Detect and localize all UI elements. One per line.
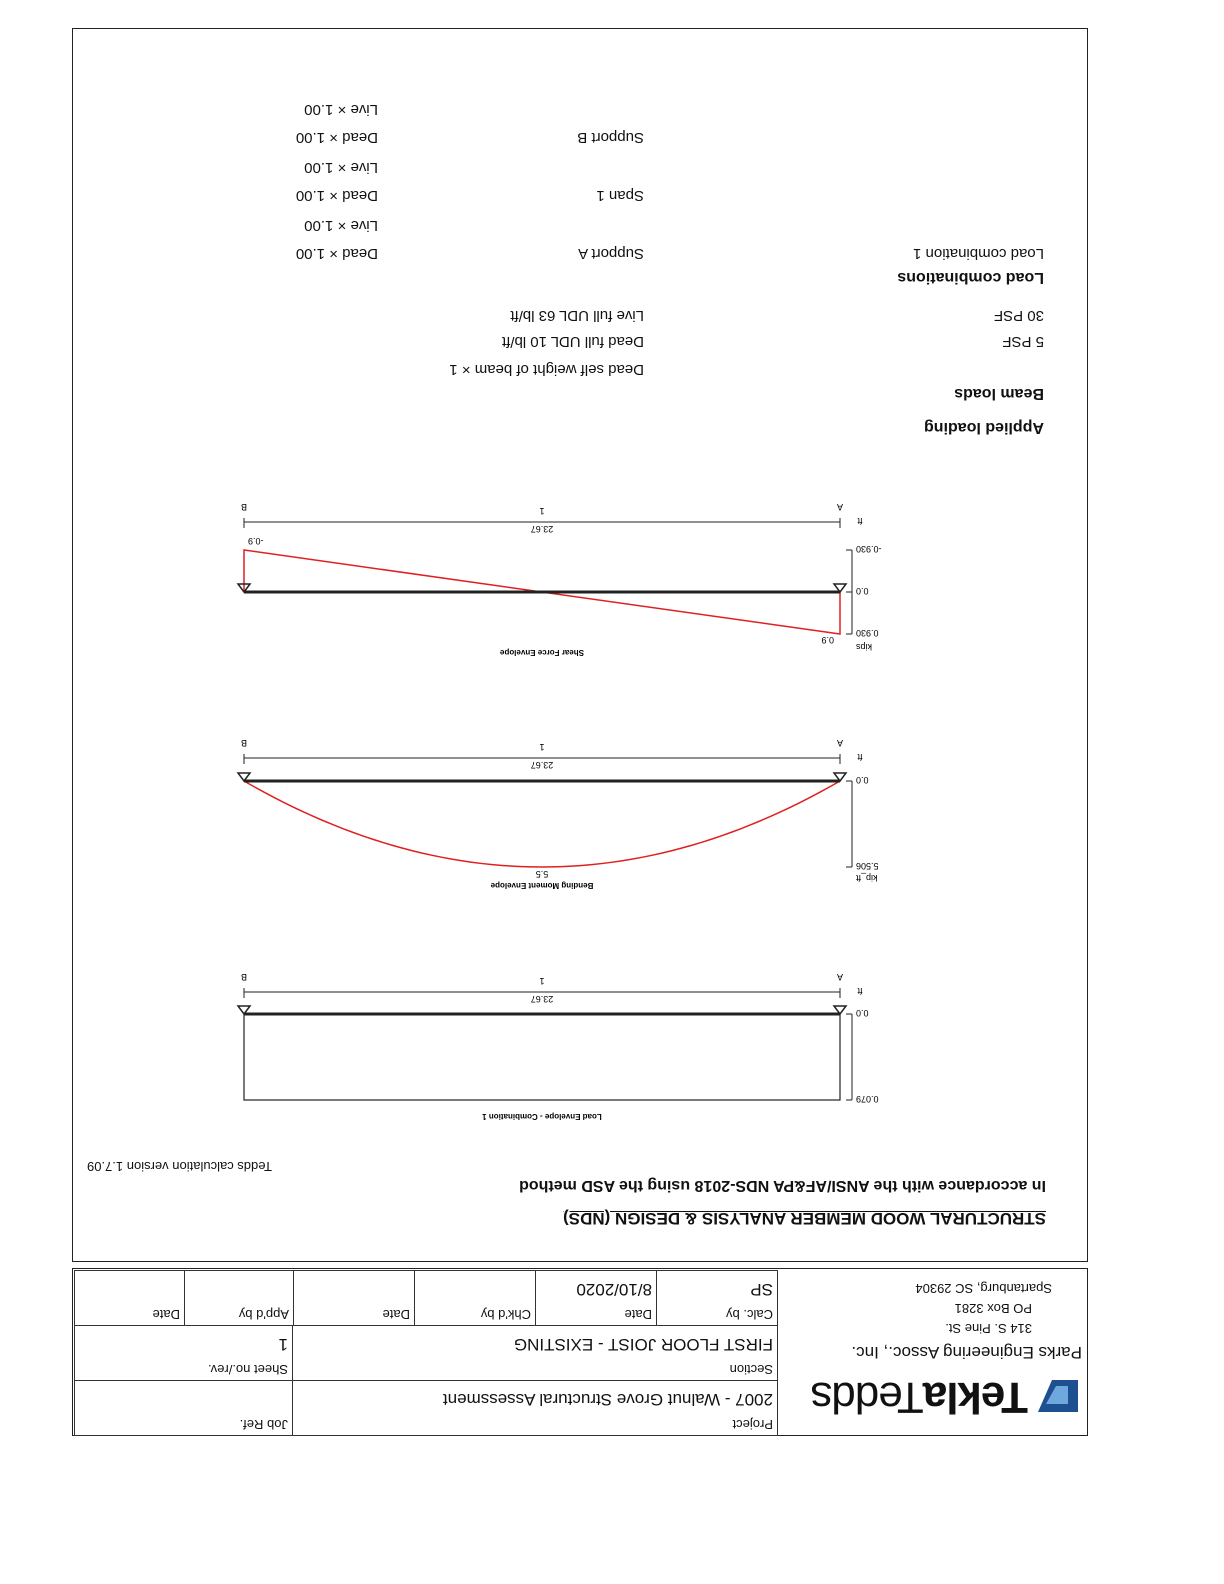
section-value: FIRST FLOOR JOIST - EXISTING	[513, 1335, 773, 1354]
calc-by-value: SP	[750, 1280, 773, 1299]
chart-2-tick-label-max: 5.506	[856, 861, 879, 871]
chart-3-start-label: 0.9	[821, 635, 834, 645]
chart-1-span-length-label: 23.67	[530, 994, 554, 1004]
logo-brand: Tekla	[923, 1373, 1028, 1422]
date-2-label: Date	[382, 1307, 410, 1322]
chart-1-title: Load Envelope - Combination 1	[482, 1112, 602, 1121]
chart-2-title: Bending Moment Envelope	[490, 881, 594, 890]
appd-by-label: App'd by	[238, 1307, 289, 1322]
chart-3-support-a-label: A	[836, 502, 844, 512]
combo-support-b-label: Support B	[577, 129, 644, 146]
date-1-label: Date	[624, 1307, 652, 1322]
company-address-3: Spartanburg, SC 29304	[915, 1281, 1052, 1296]
combo-support-a-label: Support A	[578, 245, 644, 262]
combo-support-b-factor-1: Dead × 1.00	[295, 129, 378, 146]
project-label: Project	[732, 1417, 773, 1432]
chart-2-tick-label-zero: 0.0	[856, 775, 869, 785]
chart-2-axis-unit: ft	[857, 752, 863, 762]
combo-support-a-factor-2: Live × 1.00	[304, 217, 378, 234]
chart-3-tick-label-zero: 0.0	[856, 586, 869, 596]
chart-1-axis-unit: ft	[857, 986, 863, 996]
beam-loads-heading: Beam loads	[954, 385, 1044, 402]
chart-3-axis-unit: ft	[857, 516, 863, 526]
chart-2-span-length-label: 23.67	[530, 760, 554, 770]
applied-row-2-label: 5 PSF	[1002, 333, 1044, 350]
chart-3-tick-label-max: 0.930	[856, 628, 879, 638]
document-subtitle: In accordance with the ANSI/AF&PA NDS-2018 using the ASD method	[519, 1177, 1046, 1194]
chart-1-support-b-label: B	[240, 972, 248, 982]
chart-2-span-name-label: 1	[539, 742, 545, 752]
section-label: Section	[729, 1362, 773, 1377]
applied-row-2-value: Dead full UDL 10 lb/ft	[501, 333, 644, 350]
chart-1-tick-label-zero: 0.0	[856, 1008, 869, 1018]
combo-span-1-factor-1: Dead × 1.00	[295, 187, 378, 204]
chart-2-moment-curve	[244, 781, 840, 867]
sheet-label: Sheet no./rev.	[208, 1362, 288, 1377]
chart-2-axis-label: kip_ft	[856, 873, 878, 883]
load-combinations-heading: Load combinations	[897, 269, 1044, 286]
document-title: STRUCTURAL WOOD MEMBER ANALYSIS & DESIGN (NDS)	[563, 1209, 1046, 1228]
combo-support-b-factor-2: Live × 1.00	[304, 101, 378, 118]
chart-3-support-b-label: B	[240, 502, 248, 512]
load-combination-name: Load combination 1	[913, 245, 1044, 262]
chart-1-tick-label-max: 0.079	[856, 1094, 879, 1104]
chart-2-support-b-label: B	[240, 738, 248, 748]
logo-product: Tedds	[811, 1373, 924, 1422]
applied-row-1-value: Dead self weight of beam × 1	[449, 361, 644, 378]
chart-1-load-area	[244, 1014, 840, 1100]
combo-span-1-label: Span 1	[596, 187, 644, 204]
combo-span-1-factor-2: Live × 1.00	[304, 159, 378, 176]
version-note: Tedds calculation version 1.7.09	[86, 1159, 272, 1174]
calc-by-label: Calc. by	[726, 1307, 773, 1322]
chart-2-peak-label: 5.5	[535, 869, 549, 879]
company-address-2: PO Box 3281	[954, 1301, 1032, 1316]
chart-3-title: Shear Force Envelope	[499, 648, 585, 657]
applied-row-3-label: 30 PSF	[993, 307, 1044, 324]
date-3-label: Date	[152, 1307, 180, 1322]
combo-support-a-factor-1: Dead × 1.00	[295, 245, 378, 262]
applied-row-3-value: Live full UDL 63 lb/ft	[510, 307, 644, 324]
applied-loading-heading: Applied loading	[924, 419, 1044, 436]
sheet-value: 1	[278, 1335, 288, 1354]
company-address-1: 314 S. Pine St.	[945, 1321, 1032, 1336]
chart-3-end-label: -0.9	[248, 536, 264, 546]
chart-3-axis-label: kips	[856, 642, 873, 652]
company-name: Parks Engineering Assoc., Inc.	[851, 1343, 1082, 1362]
chart-3-span-name-label: 1	[539, 506, 545, 516]
date-1-value: 8/10/2020	[576, 1280, 652, 1299]
chkd-by-label: Chk'd by	[480, 1307, 531, 1322]
chart-3-tick-label-min: -0.930	[856, 544, 882, 554]
chart-2-support-a-label: A	[836, 738, 844, 748]
project-value: 2007 - Walnut Grove Structural Assessment	[442, 1390, 773, 1409]
chart-3-span-length-label: 23.67	[530, 524, 554, 534]
chart-1-span-name-label: 1	[539, 976, 545, 986]
job-ref-label: Job Ref.	[239, 1417, 288, 1432]
chart-1-support-a-label: A	[836, 972, 844, 982]
